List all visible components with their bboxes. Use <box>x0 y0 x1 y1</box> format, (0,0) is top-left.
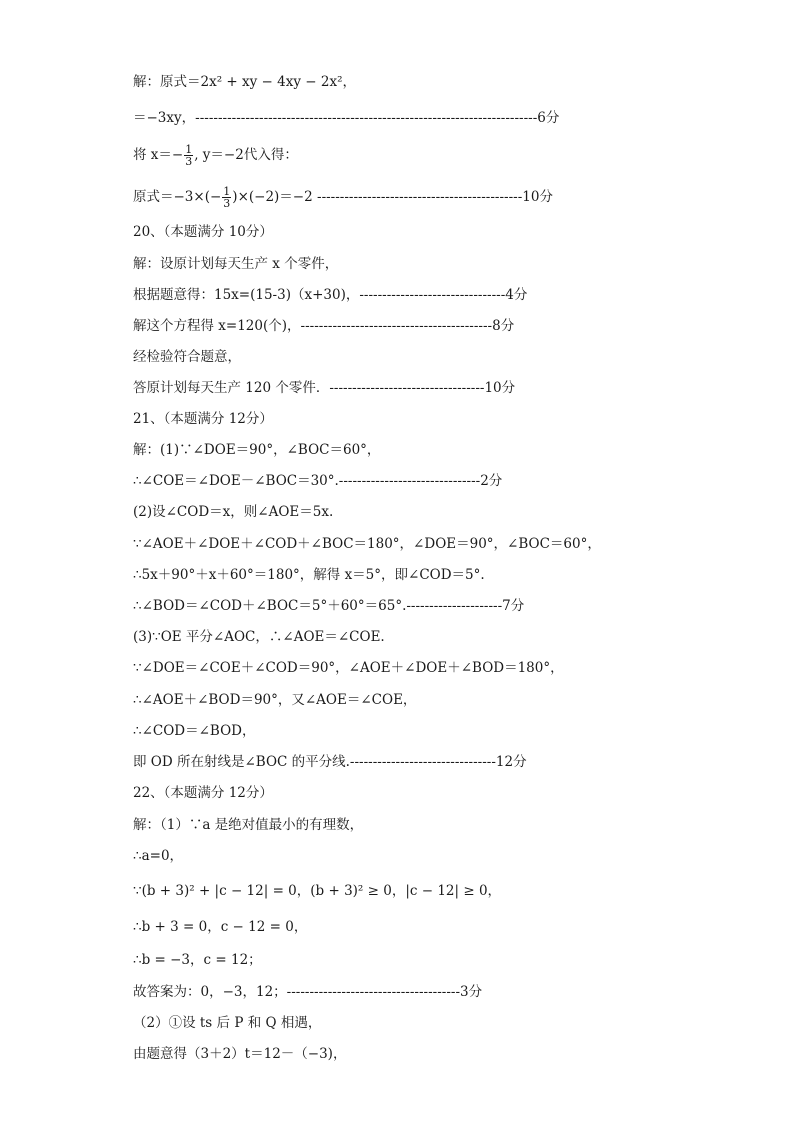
text-line: 故答案为：0，−3，12；--------------------------------------3分 <box>133 984 483 1000</box>
text-line: 解：设原计划每天生产 x 个零件， <box>133 256 339 272</box>
text-line: 答原计划每天生产 120 个零件．----------------------------------10分 <box>133 380 516 396</box>
text-line: 经检验符合题意， <box>133 349 241 365</box>
text-line-with-fraction <box>133 185 553 210</box>
fraction-numerator: 1 <box>185 143 193 156</box>
line-suffix: )×(−2)＝−2 ---------------------------------------------10分 <box>232 189 553 205</box>
fraction-numerator: 1 <box>223 185 231 198</box>
text-line: ∴∠BOD＝∠COD＋∠BOC＝5°＋60°＝65°.---------------------7分 <box>133 598 525 614</box>
text-line-with-fraction <box>133 143 298 168</box>
text-line: 根据题意得：15x=(15-3)（x+30)，--------------------------------4分 <box>133 287 528 303</box>
line-prefix: 将 x＝− <box>133 147 184 163</box>
text-line: 解：(1)∵∠DOE＝90°，∠BOC＝60°， <box>133 442 381 458</box>
text-line: ∴b = −3，c = 12； <box>133 952 262 968</box>
text-line: (3)∵OE 平分∠AOC，∴∠AOE＝∠COE. <box>133 629 385 645</box>
section-heading: 20、（本题满分 10分） <box>133 224 273 240</box>
fraction-denominator: 3 <box>223 197 231 210</box>
text-line: 解：原式＝2x² + xy − 4xy − 2x²， <box>133 74 356 90</box>
fraction <box>222 186 231 209</box>
text-line: （2）①设 ts 后 P 和 Q 相遇， <box>133 1015 322 1031</box>
text-line: ∴∠AOE＋∠BOD＝90°，又∠AOE＝∠COE， <box>133 692 417 708</box>
text-line: ∵(b + 3)² + |c − 12| = 0，(b + 3)² ≥ 0，|c − 12| ≥ 0， <box>133 883 502 899</box>
text-line: ∴5x＋90°＋x＋60°＝180°，解得 x＝5°，即∠COD＝5°. <box>133 567 485 583</box>
line-prefix: 原式＝−3×(− <box>133 189 222 205</box>
section-heading: 21、（本题满分 12分） <box>133 411 273 427</box>
text-line: 解：（1）∵a 是绝对值最小的有理数， <box>133 817 364 833</box>
text-line: ∵∠DOE＝∠COE＋∠COD＝90°，∠AOE＋∠DOE＋∠BOD＝180°， <box>133 660 564 676</box>
text-line: ∵∠AOE＋∠DOE＋∠COD＋∠BOC＝180°，∠DOE＝90°，∠BOC＝60°， <box>133 536 601 552</box>
fraction-denominator: 3 <box>185 155 193 168</box>
text-line: 解这个方程得 x=120(个)，------------------------------------------8分 <box>133 318 515 334</box>
line-suffix: , y＝−2代入得： <box>194 147 298 163</box>
text-line: ＝−3xy，---------------------------------------------------------------------------6分 <box>133 110 560 126</box>
text-line: 由题意得（3＋2）t＝12－（−3)， <box>133 1046 347 1062</box>
text-line: 即 OD 所在射线是∠BOC 的平分线.--------------------------------12分 <box>133 754 527 770</box>
text-line: (2)设∠COD＝x，则∠AOE＝5x. <box>133 504 334 520</box>
text-line: ∴∠COE＝∠DOE－∠BOC＝30°.-------------------------------2分 <box>133 473 503 489</box>
text-line: ∴a=0， <box>133 848 184 864</box>
fraction <box>184 144 193 167</box>
text-line: ∴b + 3 = 0，c − 12 = 0， <box>133 919 308 935</box>
text-line: ∴∠COD＝∠BOD， <box>133 723 256 739</box>
section-heading: 22、（本题满分 12分） <box>133 785 273 801</box>
